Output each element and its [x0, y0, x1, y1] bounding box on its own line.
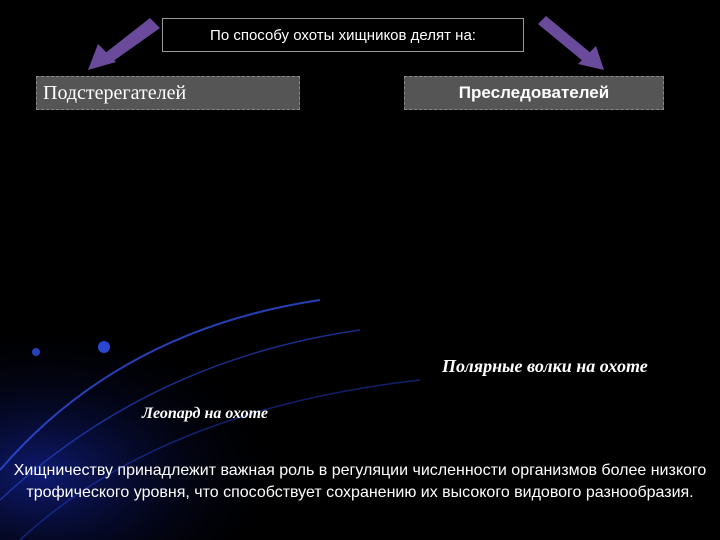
heading-box: [162, 18, 524, 52]
pursuit-category-box: [404, 76, 664, 110]
conclusion-text: Хищничеству принадлежит важная роль в регуляции численности организмов более низкого трофического уровня, что способствует сохранению их высокого видового разнообразия.: [13, 462, 707, 501]
pursuit-category-label: Преследователей: [458, 83, 610, 102]
ambush-category-box: [36, 76, 300, 110]
ambush-category-label: Подстерегателей: [43, 81, 187, 104]
wolves-caption: Полярные волки на охоте: [442, 356, 648, 376]
leopard-caption: Леопард на охоте: [142, 405, 268, 422]
heading-text: По способу охоты хищников делят на:: [210, 26, 476, 44]
